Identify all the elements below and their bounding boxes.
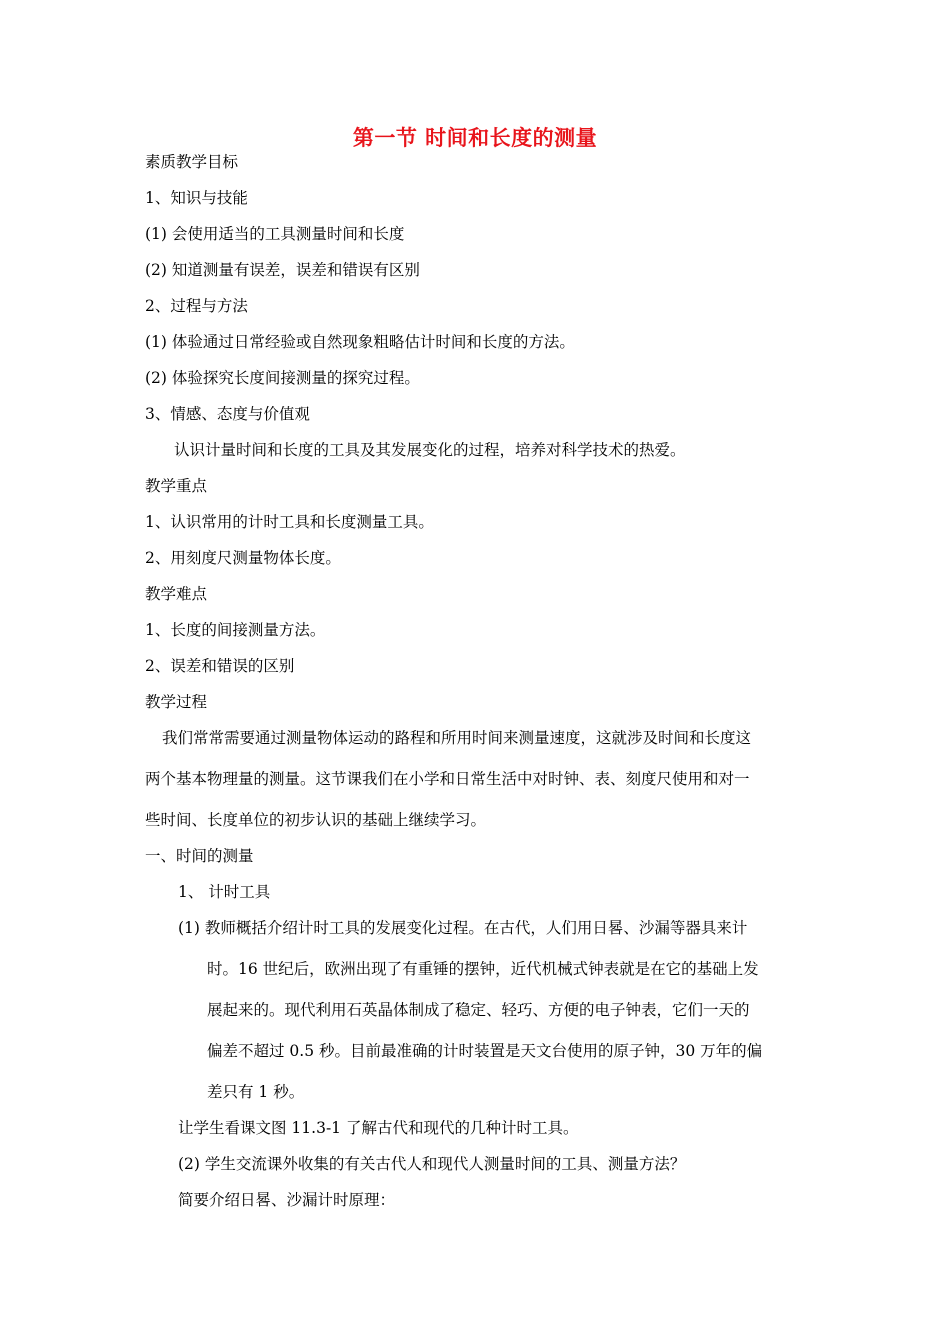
text-line: 1、认识常用的计时工具和长度测量工具。 — [145, 513, 434, 531]
section-heading: 一、时间的测量 — [145, 847, 254, 865]
text-line: (2) 体验探究长度间接测量的探究过程。 — [145, 369, 420, 387]
paragraph-line: 偏差不超过 0.5 秒。目前最准确的计时装置是天文台使用的原子钟，30 万年的偏 — [207, 1042, 763, 1060]
subsection-heading: 1、 计时工具 — [178, 883, 271, 901]
paragraph-line: 我们常常需要通过测量物体运动的路程和所用时间来测量速度，这就涉及时间和长度这 — [162, 729, 752, 747]
text-line: (1) 会使用适当的工具测量时间和长度 — [145, 225, 405, 243]
text-line: (2) 知道测量有误差，误差和错误有区别 — [145, 261, 420, 279]
text-line: 2、误差和错误的区别 — [145, 657, 295, 675]
text-line: (2) 学生交流课外收集的有关古代人和现代人测量时间的工具、测量方法？ — [178, 1155, 686, 1173]
heading-teaching-focus: 教学重点 — [145, 477, 208, 495]
paragraph-line: 差只有 1 秒。 — [207, 1083, 305, 1101]
paragraph-line: 展起来的。现代利用石英晶体制成了稳定、轻巧、方便的电子钟表，它们一天的 — [207, 1001, 750, 1019]
page-title: 第一节 时间和长度的测量 — [352, 126, 598, 150]
heading-teaching-difficulty: 教学难点 — [145, 585, 208, 603]
heading-quality-goals: 素质教学目标 — [145, 153, 239, 171]
paragraph-line: 些时间、长度单位的初步认识的基础上继续学习。 — [145, 811, 487, 829]
text-line: 2、用刻度尺测量物体长度。 — [145, 549, 341, 567]
text-line: 简要介绍日晷、沙漏计时原理： — [178, 1191, 396, 1209]
text-line: 认识计量时间和长度的工具及其发展变化的过程，培养对科学技术的热爱。 — [174, 441, 686, 459]
text-line: 3、情感、态度与价值观 — [145, 405, 310, 423]
text-line: 1、知识与技能 — [145, 189, 248, 207]
paragraph-line: 两个基本物理量的测量。这节课我们在小学和日常生活中对时钟、表、刻度尺使用和对一 — [145, 770, 750, 788]
heading-teaching-process: 教学过程 — [145, 693, 208, 711]
text-line: (1) 体验通过日常经验或自然现象粗略估计时间和长度的方法。 — [145, 333, 575, 351]
paragraph-line: 时。16 世纪后，欧洲出现了有重锤的摆钟，近代机械式钟表就是在它的基础上发 — [207, 960, 759, 978]
text-line: 让学生看课文图 11.3-1 了解古代和现代的几种计时工具。 — [178, 1119, 579, 1137]
paragraph-line: (1) 教师概括介绍计时工具的发展变化过程。在古代，人们用日晷、沙漏等器具来计 — [178, 919, 748, 937]
text-line: 1、长度的间接测量方法。 — [145, 621, 326, 639]
text-line: 2、过程与方法 — [145, 297, 248, 315]
